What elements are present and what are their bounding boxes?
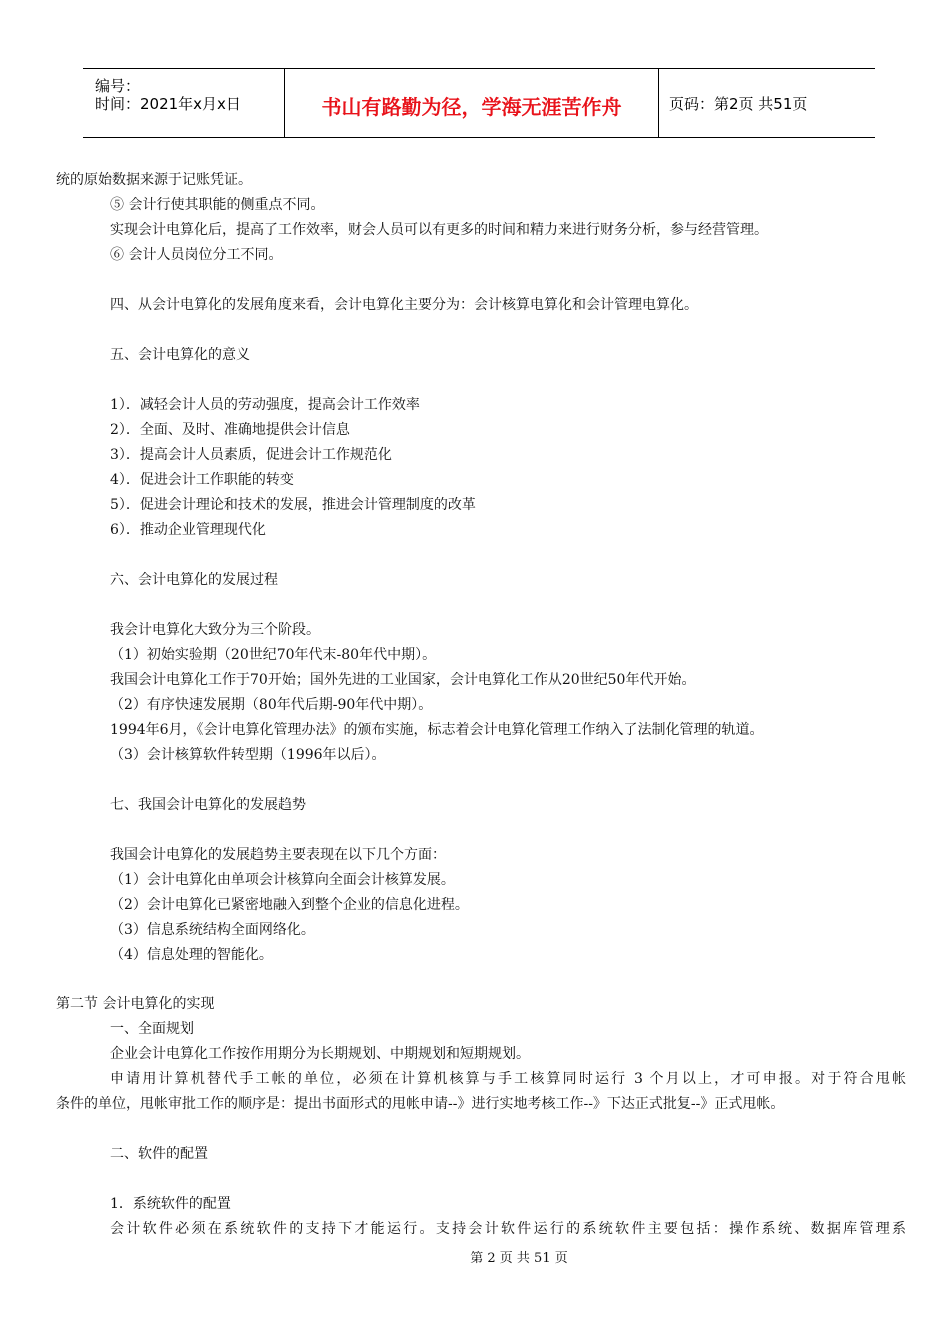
text-line: 会计软件必须在系统软件的支持下才能运行。支持会计软件运行的系统软件主要包括：操作系统、数据库管理系	[110, 1221, 906, 1237]
section-heading: 七、我国会计电算化的发展趋势	[110, 797, 306, 813]
text-line: ⑤ 会计行使其职能的侧重点不同。	[110, 197, 325, 213]
subsection-heading: 1．系统软件的配置	[110, 1196, 231, 1212]
text-line: 我会计电算化大致分为三个阶段。	[110, 622, 320, 638]
page-info: 页码：第2页 共51页	[669, 95, 808, 113]
page-header	[83, 68, 875, 138]
text-line: 实现会计电算化后，提高了工作效率，财会人员可以有更多的时间和精力来进行财务分析，参与经营管理。	[110, 222, 768, 238]
header-motto-cell	[285, 69, 659, 137]
text-line: （3）会计核算软件转型期（1996年以后）。	[110, 747, 386, 763]
section-heading: 五、会计电算化的意义	[110, 347, 250, 363]
text-line: （2）有序快速发展期（80年代后期-90年代中期）。	[110, 697, 433, 713]
section-heading: 四、从会计电算化的发展角度来看，会计电算化主要分为：会计核算电算化和会计管理电算化。	[110, 297, 698, 313]
list-item: 1）．减轻会计人员的劳动强度，提高会计工作效率	[110, 397, 420, 413]
serial-label: 编号：	[95, 77, 141, 95]
text-line: 我国会计电算化的发展趋势主要表现在以下几个方面：	[110, 847, 446, 863]
section-heading: 六、会计电算化的发展过程	[110, 572, 278, 588]
section-heading: 一、全面规划	[110, 1021, 194, 1037]
chapter-heading: 第二节 会计电算化的实现	[56, 996, 215, 1012]
list-item: （1）会计电算化由单项会计核算向全面会计核算发展。	[110, 872, 455, 888]
date-label: 时间：2021年x月x日	[95, 95, 241, 113]
header-page-cell	[659, 69, 875, 137]
motto-text: 书山有路勤为径，学海无涯苦作舟	[321, 95, 622, 119]
list-item: 2）．全面、及时、准确地提供会计信息	[110, 422, 350, 438]
list-item: 4）．促进会计工作职能的转变	[110, 472, 294, 488]
text-line: 我国会计电算化工作于70开始；国外先进的工业国家，会计电算化工作从20世纪50年代开始。	[110, 672, 696, 688]
text-line: 企业会计电算化工作按作用期分为长期规划、中期规划和短期规划。	[110, 1046, 530, 1062]
list-item: （2）会计电算化已紧密地融入到整个企业的信息化进程。	[110, 897, 469, 913]
page-footer: 第 2 页 共 51 页	[470, 1251, 568, 1266]
text-line: 条件的单位，甩帐审批工作的顺序是：提出书面形式的甩帐申请--》进行实地考核工作--》下达正式批复--》正式甩帐。	[56, 1096, 785, 1112]
text-line: （1）初始实验期（20世纪70年代末-80年代中期）。	[110, 647, 437, 663]
list-item: 5）．促进会计理论和技术的发展，推进会计管理制度的改革	[110, 497, 476, 513]
text-line: 1994年6月，《会计电算化管理办法》的颁布实施，标志着会计电算化管理工作纳入了法制化管理的轨道。	[110, 722, 764, 738]
text-line: 申请用计算机替代手工帐的单位，必须在计算机核算与手工核算同时运行 3 个月以上，才可申报。对于符合甩帐	[110, 1071, 906, 1087]
text-line: ⑥ 会计人员岗位分工不同。	[110, 247, 283, 263]
list-item: 3）．提高会计人员素质，促进会计工作规范化	[110, 447, 392, 463]
text-line: 统的原始数据来源于记账凭证。	[56, 172, 252, 188]
list-item: （4）信息处理的智能化。	[110, 947, 273, 963]
list-item: （3）信息系统结构全面网络化。	[110, 922, 315, 938]
section-heading: 二、软件的配置	[110, 1146, 208, 1162]
list-item: 6）．推动企业管理现代化	[110, 522, 266, 538]
header-meta-cell	[83, 69, 285, 137]
